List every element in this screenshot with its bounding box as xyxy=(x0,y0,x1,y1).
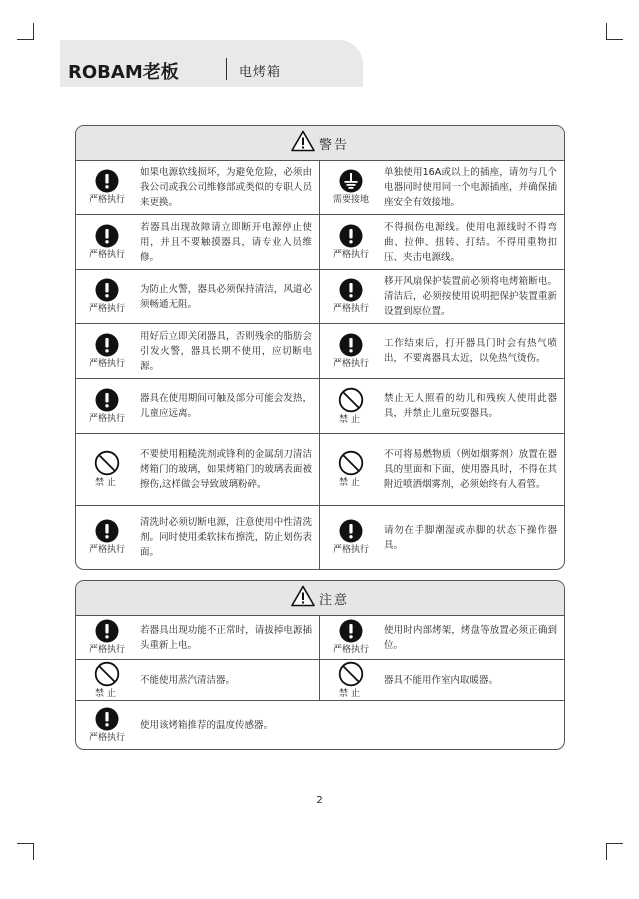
warning-item xyxy=(76,215,320,269)
crop-mark-top-right xyxy=(606,23,623,40)
product-title: 电烤箱 xyxy=(239,65,282,80)
warning-item xyxy=(76,506,320,569)
icon-label: 禁止 xyxy=(94,478,119,488)
warning-text: 移开风扇保护装置前必须将电烤箱断电。清洁后，必须按使用说明把保护装置重新设置到原位置。 xyxy=(384,276,557,317)
icon-label: 禁止 xyxy=(94,688,119,699)
warning-text: 不要使用粗糙洗剂或锋利的金属刮刀清洁烤箱门的玻璃，如果烤箱门的玻璃表面被擦伤,这样做会导致玻璃粉碎。 xyxy=(140,449,312,490)
caution-item xyxy=(76,660,320,700)
warning-item xyxy=(76,161,320,214)
warning-row xyxy=(76,270,564,324)
caution-text: 器具不能用作室内取暖器。 xyxy=(384,674,499,686)
warning-item xyxy=(76,270,320,323)
mandatory-action-icon xyxy=(339,519,363,543)
page-number: 2 xyxy=(316,795,323,806)
warning-header xyxy=(76,126,564,161)
mandatory-action-icon xyxy=(339,333,363,357)
caution-row xyxy=(76,616,564,660)
caution-text: 使用时内部烤架，烤盘等放置必须正确到位。 xyxy=(384,624,557,651)
icon-label: 严格执行 xyxy=(88,358,125,369)
warning-row xyxy=(76,434,564,506)
warning-row xyxy=(76,379,564,434)
warning-row xyxy=(76,161,564,215)
icon-label: 严格执行 xyxy=(332,645,369,655)
warning-text: 工作结束后，打开器具门时会有热气喷出，不要离器具太近，以免热气烫伤。 xyxy=(384,338,557,364)
warning-item xyxy=(320,506,564,569)
warning-item xyxy=(76,379,320,433)
mandatory-action-icon xyxy=(95,169,119,193)
warning-row xyxy=(76,506,564,569)
ground-icon xyxy=(339,169,363,193)
mandatory-action-icon xyxy=(95,388,119,412)
icon-label: 禁止 xyxy=(338,414,363,425)
crop-mark-bottom-right xyxy=(606,843,623,860)
icon-label: 严格执行 xyxy=(332,545,369,555)
warning-item xyxy=(320,324,564,378)
caution-text: 若器具出现功能不正常时，请拔掉电源插头重新上电。 xyxy=(140,624,312,651)
warning-text: 清洗时必须切断电源，注意使用中性清洗剂。同时使用柔软抹布擦洗，防止划伤表面。 xyxy=(140,517,312,558)
caution-header xyxy=(76,581,564,616)
icon-label: 严格执行 xyxy=(88,413,125,424)
crop-mark-bottom-left xyxy=(17,843,34,860)
caution-text: 使用该烤箱推荐的温度传感器。 xyxy=(140,719,274,731)
icon-label: 严格执行 xyxy=(332,249,369,260)
warning-text: 不得损伤电源线。使用电源线时不得弯曲、拉伸、扭转、打结。不得用重物扣压、夹击电源线。 xyxy=(384,221,557,263)
crop-mark-top-left xyxy=(17,23,34,40)
warning-row xyxy=(76,215,564,270)
mandatory-action-icon xyxy=(95,333,119,357)
warning-triangle-icon xyxy=(291,130,315,156)
icon-label: 严格执行 xyxy=(332,304,369,314)
icon-label: 严格执行 xyxy=(88,645,125,655)
caution-row xyxy=(76,660,564,701)
prohibition-icon xyxy=(94,661,120,687)
warning-item xyxy=(320,215,564,269)
warning-text: 禁止无人照看的幼儿和残疾人使用此器具，并禁止儿童玩耍器具。 xyxy=(384,393,557,419)
warning-item xyxy=(320,379,564,433)
icon-label: 严格执行 xyxy=(332,358,369,369)
mandatory-action-icon xyxy=(339,224,363,248)
mandatory-action-icon xyxy=(339,278,363,302)
icon-label: 严格执行 xyxy=(88,249,125,260)
warning-item xyxy=(76,434,320,505)
icon-label: 禁止 xyxy=(338,478,363,488)
brand-logo: ROBAM老板 xyxy=(68,62,179,83)
warning-title: 警告 xyxy=(318,137,349,153)
warning-item xyxy=(320,434,564,505)
warning-text: 若器具出现故障请立即断开电源停止使用，并且不要触摸器具，请专业人员维修。 xyxy=(140,221,312,263)
caution-item xyxy=(76,616,320,659)
mandatory-action-icon xyxy=(95,619,119,643)
prohibition-icon xyxy=(338,387,364,413)
prohibition-icon xyxy=(338,450,364,476)
icon-label: 禁止 xyxy=(338,688,363,699)
icon-label: 严格执行 xyxy=(88,195,125,205)
warning-text: 不可将易燃物质（例如烟雾剂）放置在器具的里面和下面，使用器具时，不得在其附近喷洒烟雾剂，必须始终有人看管。 xyxy=(384,449,557,490)
warning-item xyxy=(320,161,564,214)
mandatory-action-icon xyxy=(95,278,119,302)
caution-row xyxy=(76,701,564,749)
caution-item xyxy=(320,660,564,700)
icon-label: 需要接地 xyxy=(332,195,369,205)
mandatory-action-icon xyxy=(95,707,119,731)
header-divider xyxy=(226,58,227,80)
caution-text: 不能使用蒸汽清洁器。 xyxy=(140,674,236,686)
caution-box xyxy=(75,580,565,750)
caution-item xyxy=(76,701,564,749)
warning-text: 请勿在手脚潮湿或赤脚的状态下操作器具。 xyxy=(384,524,557,551)
warning-text: 单独使用16A或以上的插座，请勿与几个电器同时使用同一个电源插座，并确保插座安全有效接地。 xyxy=(384,167,557,208)
warning-item xyxy=(76,324,320,378)
warning-text: 为防止火警，器具必须保持清洁，风道必须畅通无阻。 xyxy=(140,283,312,310)
mandatory-action-icon xyxy=(339,619,363,643)
icon-label: 严格执行 xyxy=(88,732,125,743)
prohibition-icon xyxy=(94,450,120,476)
prohibition-icon xyxy=(338,661,364,687)
icon-label: 严格执行 xyxy=(88,545,125,555)
caution-title: 注意 xyxy=(318,592,349,608)
warning-triangle-icon xyxy=(291,585,315,611)
mandatory-action-icon xyxy=(95,224,119,248)
caution-item xyxy=(320,616,564,659)
warning-row xyxy=(76,324,564,379)
icon-label: 严格执行 xyxy=(88,304,125,314)
warning-text: 如果电源软线损坏，为避免危险，必须由我公司或我公司维修部或类似的专职人员来更换。 xyxy=(140,167,312,208)
warning-box xyxy=(75,125,565,570)
warning-text: 用好后立即关闭器具，否则残余的脂肪会引发火警，器具长期不使用，应切断电源。 xyxy=(140,330,312,372)
warning-item xyxy=(320,270,564,323)
mandatory-action-icon xyxy=(95,519,119,543)
warning-text: 器具在使用期间可触及部分可能会发热，儿童应远离。 xyxy=(140,393,312,419)
